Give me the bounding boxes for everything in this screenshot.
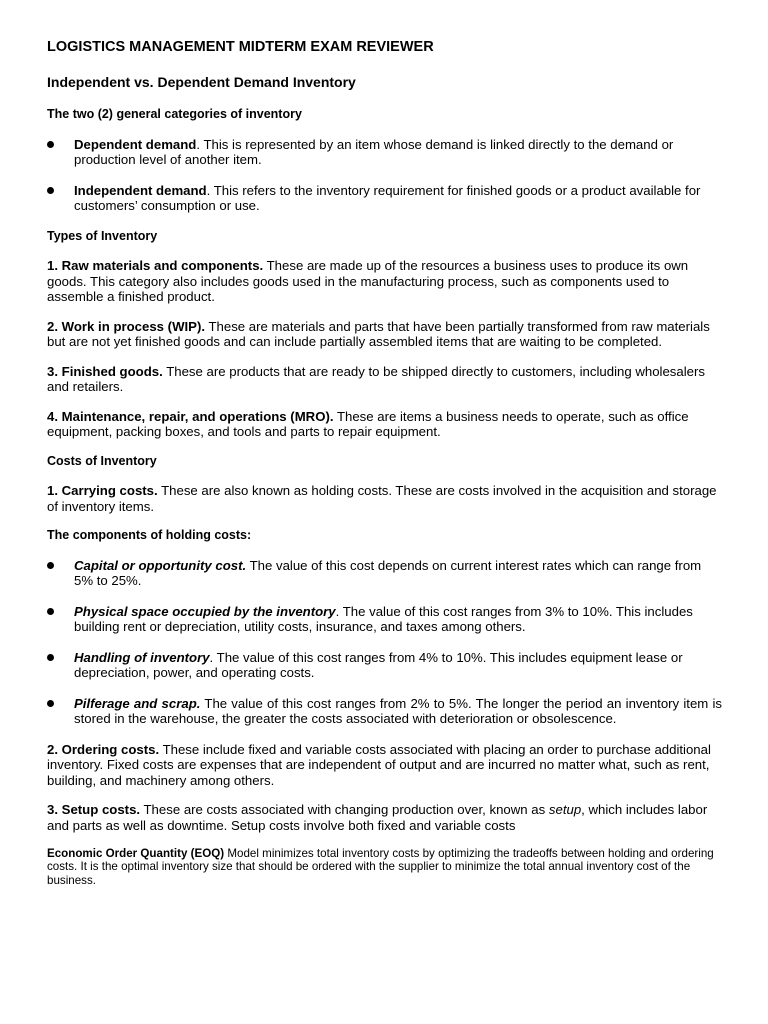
list-item xyxy=(47,558,722,589)
type-paragraph xyxy=(47,319,722,350)
term: Capital or opportunity cost. xyxy=(74,557,247,573)
definition: These are products that are ready to be shipped directly to customers, including wholesalers and retailers. xyxy=(47,363,705,394)
setup-term-italic: setup xyxy=(548,802,582,817)
definition: These are items a business needs to operate, such as office equipment, packing boxes, and tools and parts to repair equipment. xyxy=(47,408,689,439)
categories-list xyxy=(47,137,722,214)
definition: Model minimizes total inventory costs by optimizing the tradeoffs between holding and ordering costs. It is the optimal inventory size that should be ordered with the supplier to minimize the total annual inventory cost of the business. xyxy=(47,847,714,887)
list-item xyxy=(47,137,722,168)
bullet-icon xyxy=(47,562,54,569)
categories-heading: The two (2) general categories of inventory xyxy=(47,107,302,121)
holding-heading: The components of holding costs: xyxy=(47,528,252,542)
type-paragraph xyxy=(47,364,722,395)
term: 3. Finished goods. xyxy=(47,363,163,379)
list-item xyxy=(47,183,722,214)
definition: These are materials and parts that have been partially transformed from raw materials but are not yet finished goods and can include partially assembled items that are waiting to be completed. xyxy=(47,318,710,349)
definition: The value of this cost depends on current interest rates which can range from 5% to 25%. xyxy=(74,557,702,588)
document-title: LOGISTICS MANAGEMENT MIDTERM EXAM REVIEWER xyxy=(47,39,434,55)
bullet-icon xyxy=(47,187,54,194)
type-paragraph xyxy=(47,258,722,305)
term: 2. Ordering costs. xyxy=(47,741,160,757)
definition: . This refers to the inventory requirement for finished goods or a product available for customers’ consumption or use. xyxy=(74,182,701,213)
definition: These include fixed and variable costs associated with placing an order to purchase additional inventory. Fixed costs are expenses that are independent of output and are incurred no matter what, such as rent, building, and machinery among others. xyxy=(47,741,711,788)
definition: . This is represented by an item whose demand is linked directly to the demand or production level of another item. xyxy=(74,136,674,167)
definition: . The value of this cost ranges from 4% to 10%. This includes equipment lease or depreciation, power, and operating costs. xyxy=(74,649,683,680)
term: Pilferage and scrap. xyxy=(74,695,201,711)
types-heading: Types of Inventory xyxy=(47,228,158,243)
term: Dependent demand xyxy=(74,136,197,152)
term: 3. Setup costs. xyxy=(47,802,141,817)
bullet-icon xyxy=(47,608,54,615)
definition: These are made up of the resources a business uses to produce its own goods. This category also includes goods used in the manufacturing process, such as components used to assemble a finished product. xyxy=(47,258,689,304)
holding-components-list xyxy=(47,558,722,727)
list-item xyxy=(47,650,722,681)
list-item xyxy=(47,604,722,635)
term: Independent demand xyxy=(74,182,207,198)
setup-costs-paragraph xyxy=(47,802,722,833)
term: 2. Work in process (WIP). xyxy=(47,318,206,334)
term: 4. Maintenance, repair, and operations (MRO). xyxy=(47,408,334,424)
bullet-icon xyxy=(47,141,54,148)
term: 1. Raw materials and components. xyxy=(47,258,264,273)
bullet-icon xyxy=(47,654,54,661)
type-paragraph xyxy=(47,409,722,440)
carrying-costs-paragraph xyxy=(47,483,722,514)
document-page xyxy=(47,40,722,887)
costs-heading: Costs of Inventory xyxy=(47,453,157,468)
list-item xyxy=(47,696,722,727)
definition-continued: , which includes labor and parts as well as downtime. Setup costs involve both fixed and variable costs xyxy=(47,802,708,833)
eoq-paragraph xyxy=(47,847,722,887)
term: Economic Order Quantity (EOQ) xyxy=(47,847,225,860)
bullet-icon xyxy=(47,700,54,707)
section-title: Independent vs. Dependent Demand Inventory xyxy=(47,73,356,90)
ordering-costs-paragraph xyxy=(47,742,722,789)
definition: These are costs associated with changing production over, known as xyxy=(140,802,549,817)
definition: These are also known as holding costs. These are costs involved in the acquisition and storage of inventory items. xyxy=(47,483,717,514)
term: Handling of inventory xyxy=(74,649,210,665)
term: 1. Carrying costs. xyxy=(47,483,158,498)
definition: . The value of this cost ranges from 3% to 10%. This includes building rent or depreciation, utility costs, insurance, and taxes among others. xyxy=(74,603,693,634)
definition: The value of this cost ranges from 2% to 5%. The longer the period an inventory item is stored in the warehouse, the greater the costs associated with deterioration or obsolescence. xyxy=(74,695,722,726)
term: Physical space occupied by the inventory xyxy=(74,603,336,619)
